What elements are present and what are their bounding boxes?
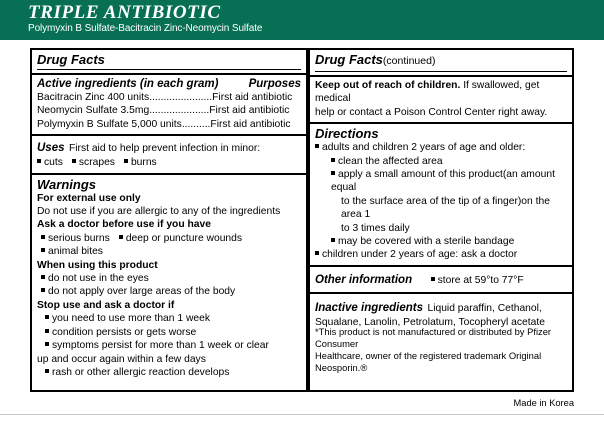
drug-facts-title-section xyxy=(32,50,306,75)
uses-item xyxy=(37,157,63,168)
disclaimer-section xyxy=(310,324,572,377)
when-using-item-label: do not apply over large areas of the body xyxy=(48,286,236,298)
stop-use-item-label: condition persists or gets worse xyxy=(52,326,197,338)
leader-dots: ..................... xyxy=(149,105,210,117)
ask-doctor-item xyxy=(119,233,242,244)
when-using-heading: When using this product xyxy=(37,259,158,271)
square-bullet-icon xyxy=(37,159,41,163)
other-information-heading: Other information xyxy=(315,273,413,286)
directions-subitem-label: may be covered with a sterile bandage xyxy=(338,236,515,248)
title-divider xyxy=(37,69,301,70)
uses-item xyxy=(124,157,157,168)
stop-use-item xyxy=(37,339,301,352)
square-bullet-icon xyxy=(41,235,45,239)
drug-facts-title: Drug Facts xyxy=(37,52,105,67)
square-bullet-icon xyxy=(315,251,319,255)
uses-section xyxy=(32,136,306,174)
uses-text: First aid to help prevent infection in minor: xyxy=(68,143,261,155)
warnings-heading: Warnings xyxy=(37,176,96,192)
uses-line xyxy=(37,138,301,156)
active-ingredients-section xyxy=(32,75,306,136)
other-information-item-label: store at 59°to 77°F xyxy=(437,274,524,286)
square-bullet-icon xyxy=(315,144,319,148)
square-bullet-icon xyxy=(45,329,49,333)
brand-header xyxy=(0,0,604,40)
ask-doctor-item-label: serious burns xyxy=(48,232,110,244)
leader-dots: ...................... xyxy=(149,92,213,103)
when-using-item-label: do not use in the eyes xyxy=(48,273,149,285)
directions-item-label: children under 2 years of age: ask a doctor xyxy=(322,249,518,261)
active-ingredient-row xyxy=(37,104,301,117)
directions-subitem xyxy=(315,235,567,248)
continued-label: (continued) xyxy=(382,55,436,67)
active-ingredient-row xyxy=(37,118,301,131)
product-subtitle: Polymyxin B Sulfate-Bacitracin Zinc-Neomycin Sulfate xyxy=(28,23,263,34)
keep-out-bold-lead: Keep out of reach of children. xyxy=(315,80,461,91)
leader-dots: .......... xyxy=(181,118,211,130)
inactive-ingredients-heading: Inactive ingredients xyxy=(315,301,424,314)
title-divider xyxy=(315,71,567,72)
square-bullet-icon xyxy=(41,288,45,292)
purposes-heading: Purposes xyxy=(248,78,301,90)
disclaimer-line-2: Healthcare, owner of the registered trademark Original Neosporin.® xyxy=(315,350,542,373)
ingredient-purpose: First aid antibiotic xyxy=(210,118,291,130)
ask-doctor-item xyxy=(37,245,301,258)
inactive-line-1 xyxy=(315,298,567,316)
uses-item-label: cuts xyxy=(44,157,63,169)
active-ingredients-header-row xyxy=(37,77,301,91)
keep-out-of-reach-section xyxy=(310,77,572,124)
uses-item xyxy=(72,157,115,168)
other-information-section xyxy=(310,267,572,294)
square-bullet-icon xyxy=(124,159,128,163)
directions-subitem-continuation: to the surface area of the tip of a finger)on the area 1 xyxy=(341,195,550,221)
directions-subitem-label: clean the affected area xyxy=(338,155,443,167)
ask-doctor-heading: Ask a doctor before use if you have xyxy=(37,219,211,231)
directions-subitem xyxy=(315,168,567,195)
product-title: TRIPLE ANTIBIOTIC xyxy=(28,2,221,23)
warnings-section xyxy=(32,175,306,383)
uses-items-row xyxy=(37,156,301,169)
directions-section xyxy=(310,124,572,267)
when-using-item xyxy=(37,285,301,298)
ingredient-name: Bacitracin Zinc 400 units xyxy=(37,92,150,103)
square-bullet-icon xyxy=(45,315,49,319)
square-bullet-icon xyxy=(41,248,45,252)
directions-heading: Directions xyxy=(315,126,379,142)
inactive-ingredients-line1: Liquid paraffin, Cethanol, xyxy=(427,302,542,314)
stop-use-item-label: you need to use more than 1 week xyxy=(52,313,210,325)
drug-facts-continued-title xyxy=(315,52,567,69)
square-bullet-icon xyxy=(119,235,123,239)
square-bullet-icon xyxy=(331,158,335,162)
active-ingredient-row xyxy=(37,91,301,104)
allergic-line: Do not use if you are allergic to any of the ingredients xyxy=(37,206,281,218)
uses-item-label: scrapes xyxy=(78,157,115,169)
disclaimer-line-1: *This product is not manufactured or distributed by Pfizer Consumer xyxy=(315,326,552,349)
stop-use-heading: Stop use and ask a doctor if xyxy=(37,299,175,311)
directions-subitem-continuation: to 3 times daily xyxy=(341,222,410,234)
uses-heading: Uses xyxy=(37,142,65,155)
inactive-ingredients-line2: Squalane, Lanolin, Petrolatum, Tocopheryl acetate xyxy=(315,316,545,328)
drug-facts-panel-right xyxy=(308,48,574,392)
external-use-line: For external use only xyxy=(37,192,141,204)
ask-doctor-item-label: animal bites xyxy=(48,246,103,258)
directions-subitem-label: apply a small amount of this product(an amount equal xyxy=(331,169,555,194)
stop-use-item-label: symptoms persist for more than 1 week or clear xyxy=(52,340,269,352)
stop-use-item-continuation: up and occur again within a few days xyxy=(37,353,206,365)
square-bullet-icon xyxy=(431,277,435,281)
directions-item-label: adults and children 2 years of age and older: xyxy=(322,142,526,154)
stop-use-item xyxy=(37,326,301,339)
stop-use-item xyxy=(37,312,301,325)
directions-item xyxy=(315,141,567,154)
drug-facts-title-text: Drug Facts xyxy=(315,52,383,67)
square-bullet-icon xyxy=(331,171,335,175)
ask-doctor-item xyxy=(41,233,110,244)
other-information-item xyxy=(431,275,524,286)
keep-out-rest: If swallowed, get medical xyxy=(315,80,540,105)
when-using-item xyxy=(37,272,301,285)
keep-out-line-1 xyxy=(315,79,567,106)
square-bullet-icon xyxy=(331,238,335,242)
stop-use-item-label: rash or other allergic reaction develops xyxy=(52,366,230,378)
ingredient-name: Neomycin Sulfate 3.5mg xyxy=(37,105,150,117)
keep-out-line-2: help or contact a Poison Control Center right away. xyxy=(315,106,548,118)
ingredient-name: Polymyxin B Sulfate 5,000 units xyxy=(37,118,182,130)
square-bullet-icon xyxy=(45,342,49,346)
made-in-label: Made in Korea xyxy=(513,398,574,408)
square-bullet-icon xyxy=(72,159,76,163)
square-bullet-icon xyxy=(41,275,45,279)
bottom-divider xyxy=(0,414,604,415)
ask-doctor-item-label: deep or puncture wounds xyxy=(125,232,243,244)
ingredient-purpose: First aid antibiotic xyxy=(212,92,293,103)
square-bullet-icon xyxy=(45,369,49,373)
directions-item xyxy=(315,248,567,261)
ingredient-purpose: First aid antibiotic xyxy=(209,105,290,117)
active-ingredients-heading: Active ingredients (in each gram) xyxy=(37,78,219,90)
directions-subitem xyxy=(315,155,567,168)
uses-item-label: burns xyxy=(130,157,157,169)
ask-doctor-items-row xyxy=(37,232,301,245)
stop-use-item xyxy=(37,366,301,379)
drug-facts-continued-title-section xyxy=(310,50,572,77)
drug-facts-panel-left xyxy=(30,48,308,392)
